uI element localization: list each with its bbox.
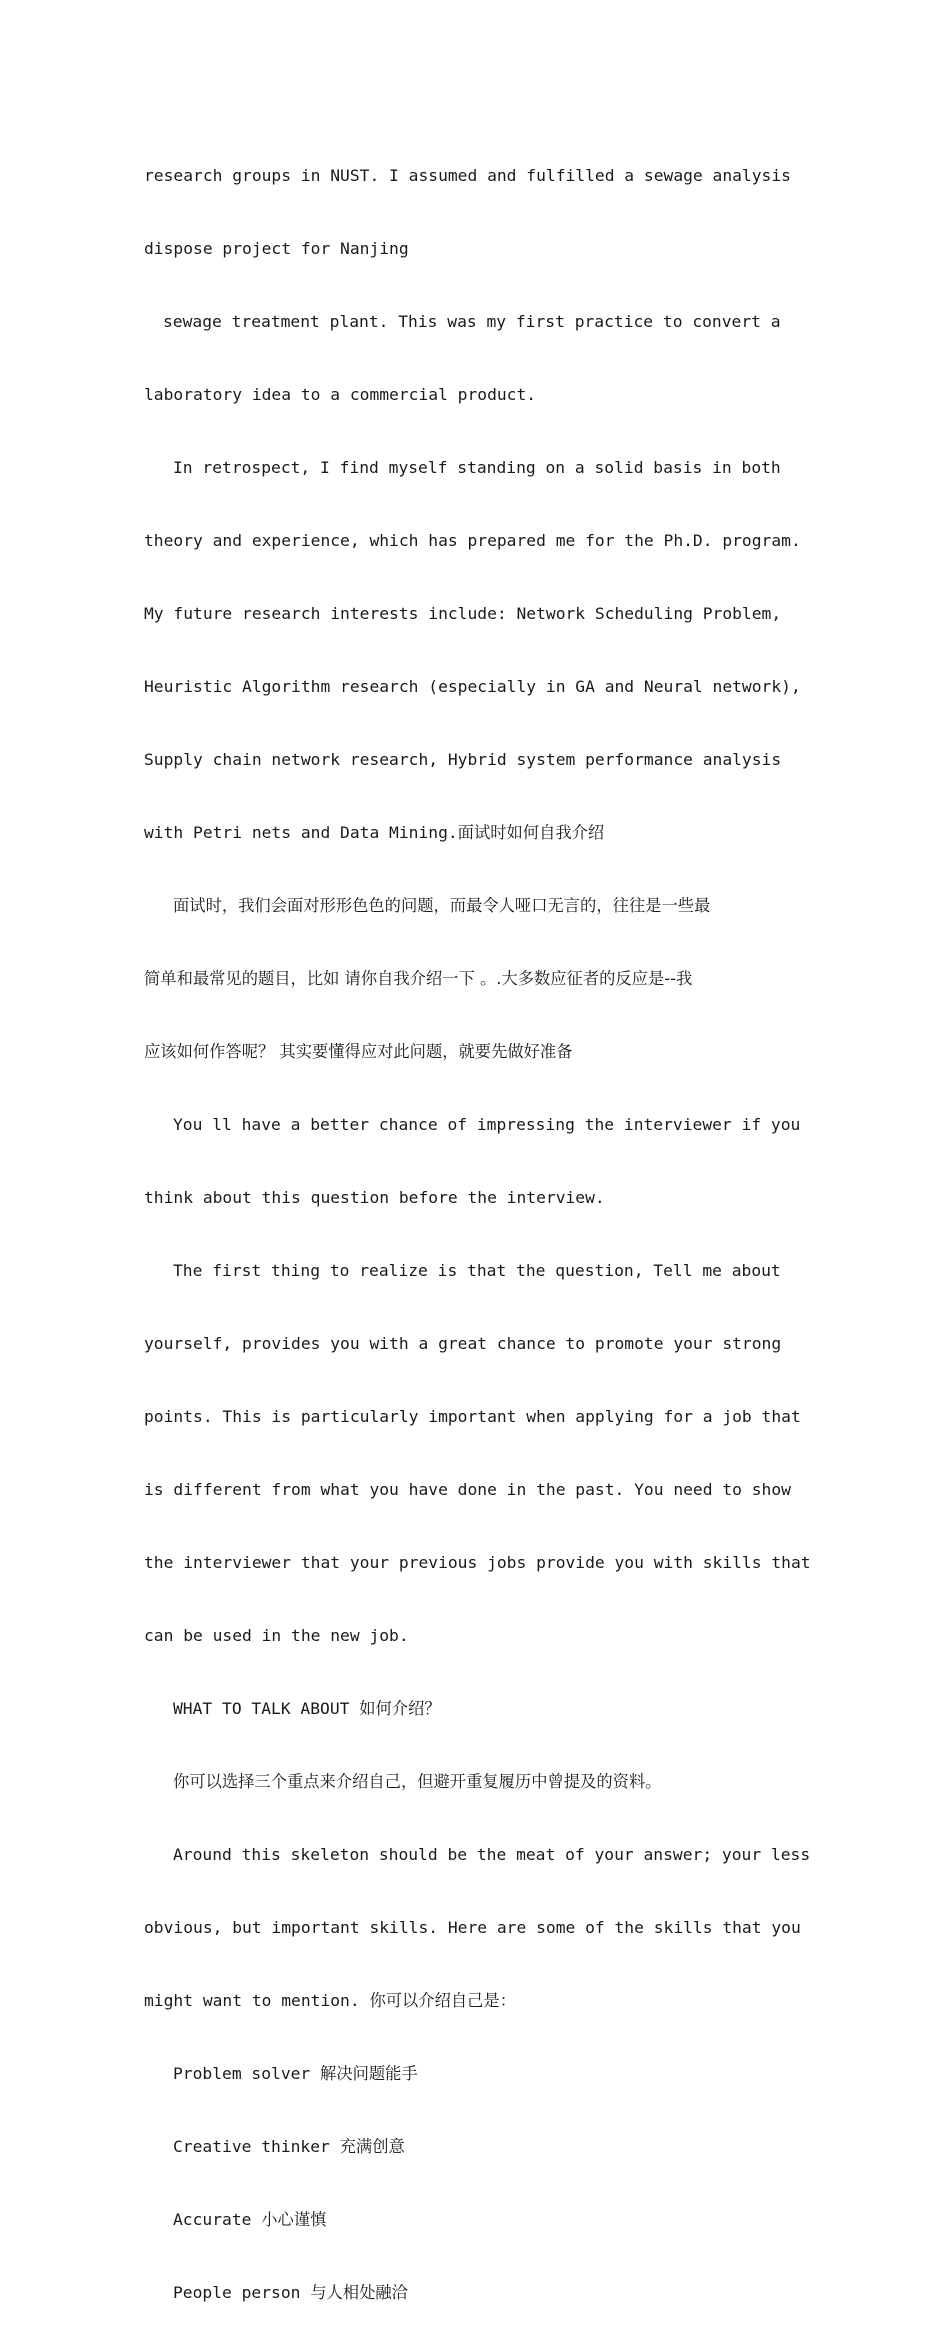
list-item: People person 与人相处融洽 xyxy=(173,2283,408,2302)
text-line: 应该如何作答呢？ 其实要懂得应对此问题，就要先做好准备 xyxy=(144,1042,573,1061)
text-line: sewage treatment plant. This was my first practice to convert a xyxy=(163,312,781,331)
text-line: research groups in NUST. I assumed and fulfilled a sewage analysis xyxy=(144,166,791,185)
text-line: obvious, but important skills. Here are some of the skills that you xyxy=(144,1918,801,1937)
text-line: might want to mention. 你可以介绍自己是： xyxy=(144,1991,516,2010)
text-line: the interviewer that your previous jobs provide you with skills that xyxy=(144,1553,811,1572)
text-line: with Petri nets and Data Mining.面试时如何自我介绍 xyxy=(144,823,605,842)
text-line: laboratory idea to a commercial product. xyxy=(144,385,537,404)
text-line: In retrospect, I find myself standing on a solid basis in both xyxy=(173,458,781,477)
text-line: Supply chain network research, Hybrid system performance analysis xyxy=(144,750,782,769)
list-item: Problem solver 解决问题能手 xyxy=(173,2064,418,2083)
text-line: think about this question before the interview. xyxy=(144,1188,605,1207)
text-line: 你可以选择三个重点来介绍自己，但避开重复履历中曾提及的资料。 xyxy=(173,1772,662,1791)
text-line: My future research interests include: Network Scheduling Problem, xyxy=(144,604,782,623)
text-line: Heuristic Algorithm research (especially in GA and Neural network), xyxy=(144,677,801,696)
text-line: yourself, provides you with a great chance to promote your strong xyxy=(144,1334,782,1353)
text-line: 面试时，我们会面对形形色色的问题，而最令人哑口无言的，往往是一些最 xyxy=(173,896,711,915)
text-line: theory and experience, which has prepared me for the Ph.D. program. xyxy=(144,531,801,550)
text-line: dispose project for Nanjing xyxy=(144,239,409,258)
list-item: Accurate 小心谨慎 xyxy=(173,2210,327,2229)
list-item: Creative thinker 充满创意 xyxy=(173,2137,405,2156)
text-line: You ll have a better chance of impressing the interviewer if you xyxy=(173,1115,801,1134)
text-line: 简单和最常见的题目，比如 请你自我介绍一下 。.大多数应征者的反应是--我 xyxy=(144,969,693,988)
document-body xyxy=(144,120,810,2348)
text-line: points. This is particularly important when applying for a job that xyxy=(144,1407,801,1426)
text-line: WHAT TO TALK ABOUT 如何介绍？ xyxy=(173,1699,441,1718)
text-line: can be used in the new job. xyxy=(144,1626,409,1645)
text-line: The first thing to realize is that the question, Tell me about xyxy=(173,1261,781,1280)
text-line: Around this skeleton should be the meat of your answer; your less xyxy=(173,1845,811,1864)
text-line: is different from what you have done in the past. You need to show xyxy=(144,1480,791,1499)
